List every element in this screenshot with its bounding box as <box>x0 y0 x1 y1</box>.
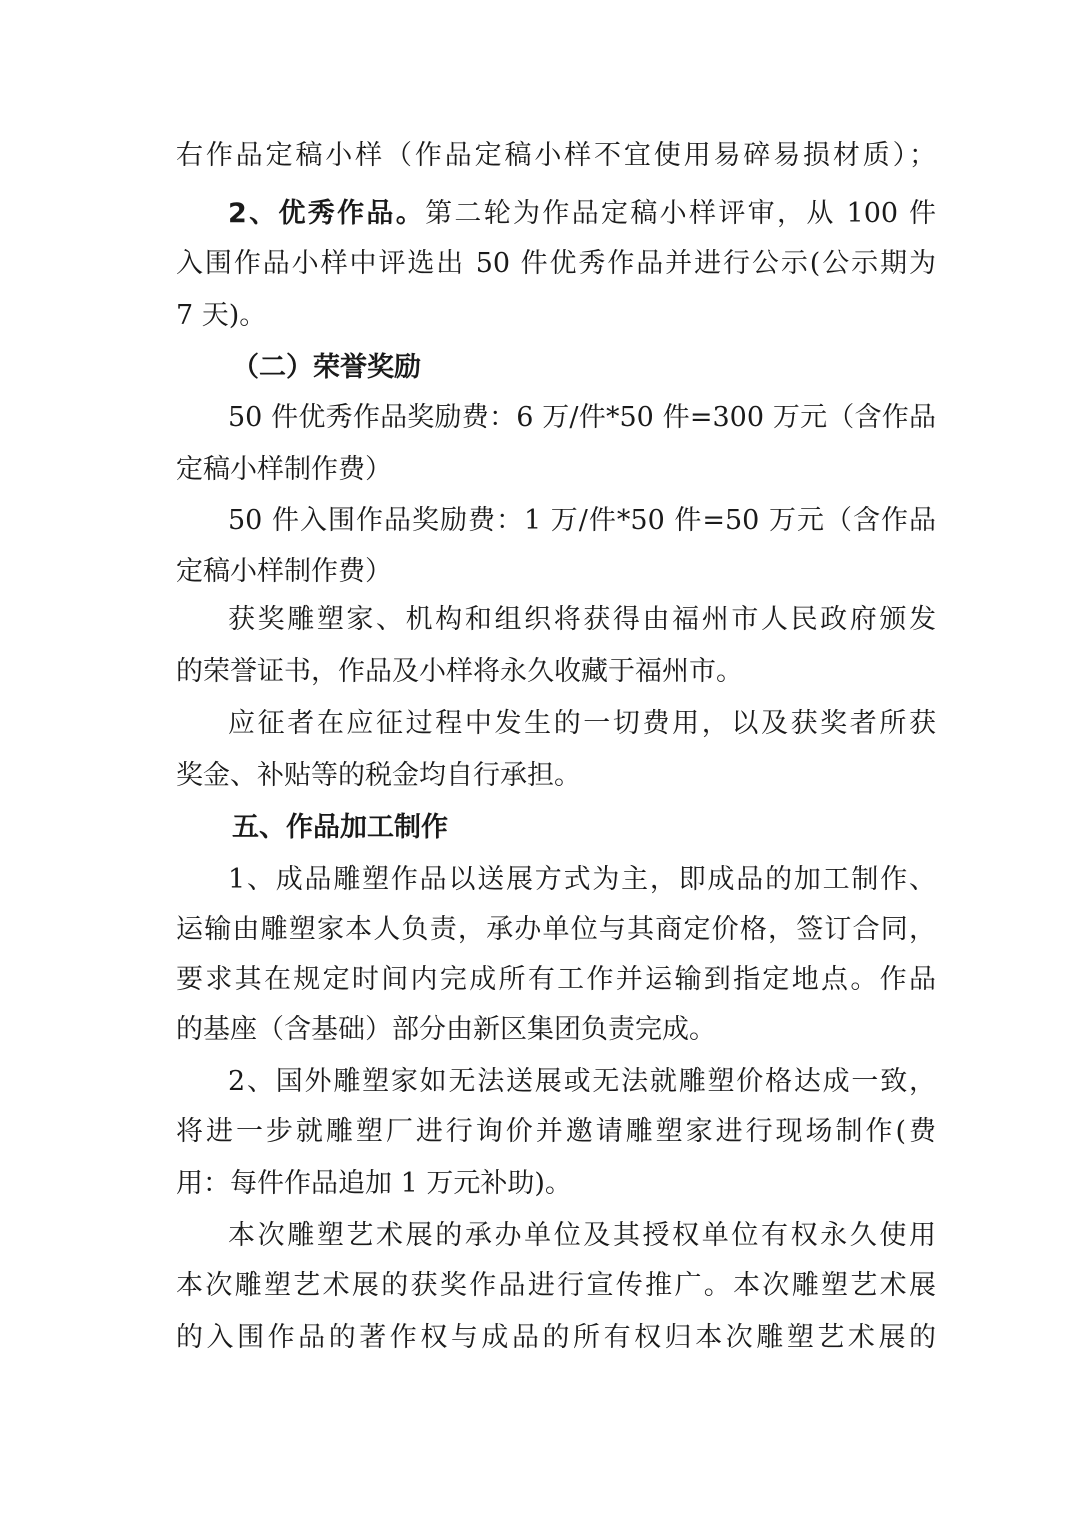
paragraph-line: 的荣誉证书，作品及小样将永久收藏于福州市。 <box>176 656 743 687</box>
paragraph-line: 奖金、补贴等的税金均自行承担。 <box>176 760 581 791</box>
paragraph-line: 1、成品雕塑作品以送展方式为主，即成品的加工制作、 <box>228 864 936 895</box>
paragraph-line: 2、国外雕塑家如无法送展或无法就雕塑价格达成一致， <box>228 1066 936 1097</box>
paragraph-line: 的入围作品的著作权与成品的所有权归本次雕塑艺术展的 <box>176 1322 936 1353</box>
paragraph-line: 入围作品小样中评选出 50 件优秀作品并进行公示(公示期为 <box>176 248 936 279</box>
paragraph-line: 本次雕塑艺术展的承办单位及其授权单位有权永久使用 <box>228 1220 936 1251</box>
paragraph-line: 的基座（含基础）部分由新区集团负责完成。 <box>176 1014 716 1045</box>
paragraph-line <box>228 196 936 232</box>
paragraph-line: 50 件优秀作品奖励费：6 万/件*50 件=300 万元（含作品 <box>228 402 936 433</box>
section-subtitle: 2、优秀作品。 <box>228 198 426 229</box>
paragraph-text: 第二轮为作品定稿小样评审，从 100 件 <box>425 198 936 229</box>
paragraph-line: 运输由雕塑家本人负责，承办单位与其商定价格，签订合同， <box>176 914 936 945</box>
paragraph-line: 定稿小样制作费） <box>176 454 392 485</box>
paragraph-line: 右作品定稿小样（作品定稿小样不宜使用易碎易损材质）； <box>176 140 936 171</box>
paragraph-line: 获奖雕塑家、机构和组织将获得由福州市人民政府颁发 <box>228 604 936 635</box>
section-heading: 五、作品加工制作 <box>232 812 448 843</box>
paragraph-line: 用：每件作品追加 1 万元补助)。 <box>176 1168 572 1199</box>
paragraph-line: 应征者在应征过程中发生的一切费用，以及获奖者所获 <box>228 708 936 739</box>
paragraph-line: 50 件入围作品奖励费：1 万/件*50 件=50 万元（含作品 <box>228 505 936 536</box>
paragraph-line: 7 天)。 <box>176 300 267 331</box>
paragraph-line: 定稿小样制作费） <box>176 556 392 587</box>
section-heading: （二）荣誉奖励 <box>232 352 421 383</box>
paragraph-line: 本次雕塑艺术展的获奖作品进行宣传推广。本次雕塑艺术展 <box>176 1270 936 1301</box>
paragraph-line: 将进一步就雕塑厂进行询价并邀请雕塑家进行现场制作(费 <box>176 1116 936 1147</box>
paragraph-line: 要求其在规定时间内完成所有工作并运输到指定地点。作品 <box>176 964 936 995</box>
